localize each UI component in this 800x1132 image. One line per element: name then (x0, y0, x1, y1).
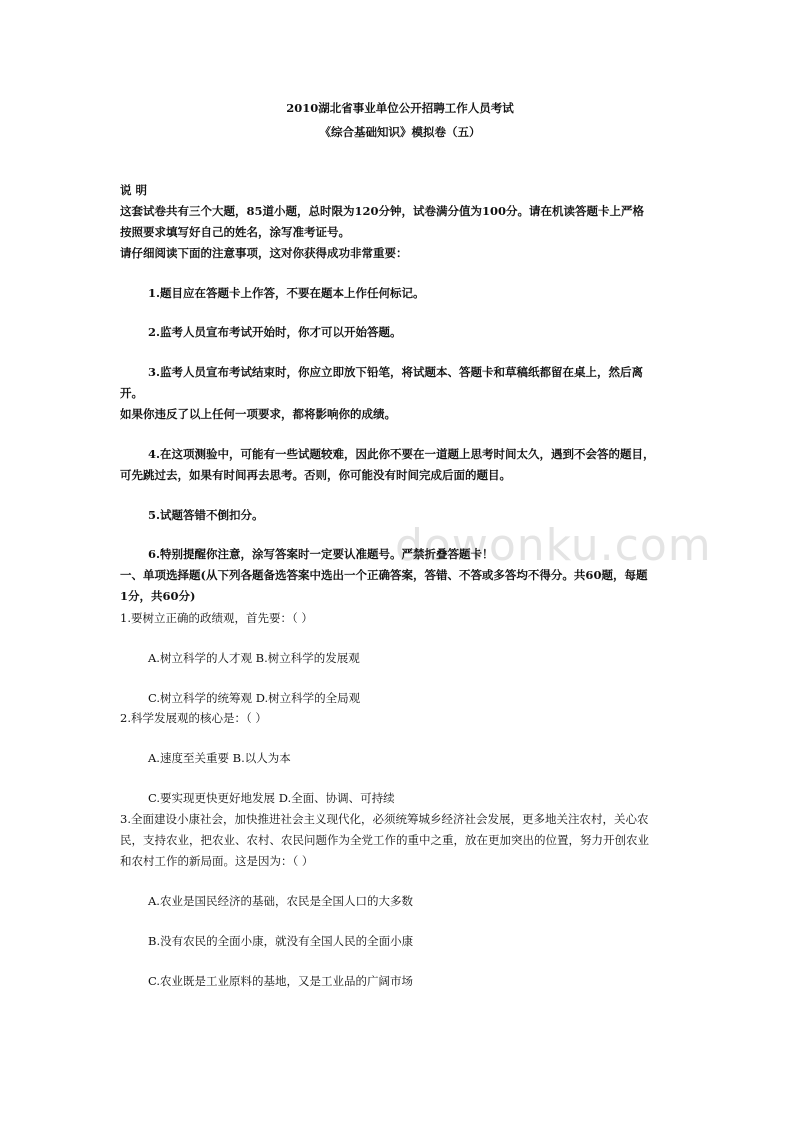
question-1-stem: 1.要树立正确的政绩观，首先要：（ ） (120, 611, 313, 625)
watermark: dowonku.com (395, 520, 712, 571)
question-2-options-cd: C.要实现更快更好地发展 D.全面、协调、可持续 (148, 791, 395, 805)
question-3-option-b: B.没有农民的全面小康，就没有全国人民的全面小康 (148, 934, 414, 948)
note-1: 1.题目应在答题卡上作答，不要在题本上作任何标记。 (148, 286, 425, 300)
question-3-stem-line-3: 和农村工作的新局面。这是因为：（ ） (120, 854, 314, 868)
section-1-heading-line-1: 一、单项选择题(从下列各题备选答案中选出一个正确答案，答错、不答或多答均不得分。共60题，每题 (120, 568, 648, 582)
note-3-line-1: 3.监考人员宣布考试结束时，你应立即放下铅笔，将试题本、答题卡和草稿纸都留在桌上，然后离 (148, 365, 644, 379)
question-3-option-a: A.农业是国民经济的基础，农民是全国人口的大多数 (148, 894, 413, 908)
note-2: 2.监考人员宣布考试开始时，你才可以开始答题。 (148, 325, 402, 339)
warning-text: 如果你违反了以上任何一项要求，都将影响你的成绩。 (120, 407, 396, 421)
question-2-options-ab: A.速度至关重要 B.以人为本 (148, 751, 291, 765)
note-4-line-1: 4.在这项测验中，可能有一些试题较难，因此你不要在一道题上思考时间太久，遇到不会答的题目， (148, 447, 655, 461)
title-line-1: 2010湖北省事业单位公开招聘工作人员考试 (286, 101, 514, 115)
note-4-line-2: 可先跳过去，如果有时间再去思考。否则，你可能没有时间完成后面的题目。 (120, 468, 511, 482)
question-1-options-ab: A.树立科学的人才观 B.树立科学的发展观 (148, 651, 360, 665)
note-5: 5.试题答错不倒扣分。 (148, 508, 264, 522)
instructions-intro-3: 请仔细阅读下面的注意事项，这对你获得成功非常重要： (120, 246, 408, 260)
question-2-stem: 2.科学发展观的核心是：（ ） (120, 711, 267, 725)
section-1-heading-line-2: 1分，共60分) (120, 589, 196, 603)
question-3-stem-line-2: 民，支持农业，把农业、农村、农民问题作为全党工作的重中之重，放在更加突出的位置，努力开创农业 (120, 833, 649, 847)
question-1-options-cd: C.树立科学的统筹观 D.树立科学的全局观 (148, 691, 361, 705)
question-3-stem-line-1: 3.全面建设小康社会，加快推进社会主义现代化，必须统筹城乡经济社会发展，更多地关注农村，关心农 (120, 812, 649, 826)
question-3-option-c: C.农业既是工业原料的基地，又是工业品的广阔市场 (148, 974, 414, 988)
instructions-heading: 说 明 (120, 183, 148, 197)
instructions-intro-2: 按照要求填写好自己的姓名，涂写准考证号。 (120, 225, 350, 239)
note-3-line-2: 开。 (120, 386, 143, 400)
note-6: 6.特别提醒你注意，涂写答案时一定要认准题号。严禁折叠答题卡！ (148, 547, 494, 561)
title-line-2: 《综合基础知识》模拟卷（五） (319, 125, 481, 139)
instructions-intro-1: 这套试卷共有三个大题，85道小题，总时限为120分钟，试卷满分值为100分。请在机读答题卡上严格 (120, 204, 645, 218)
